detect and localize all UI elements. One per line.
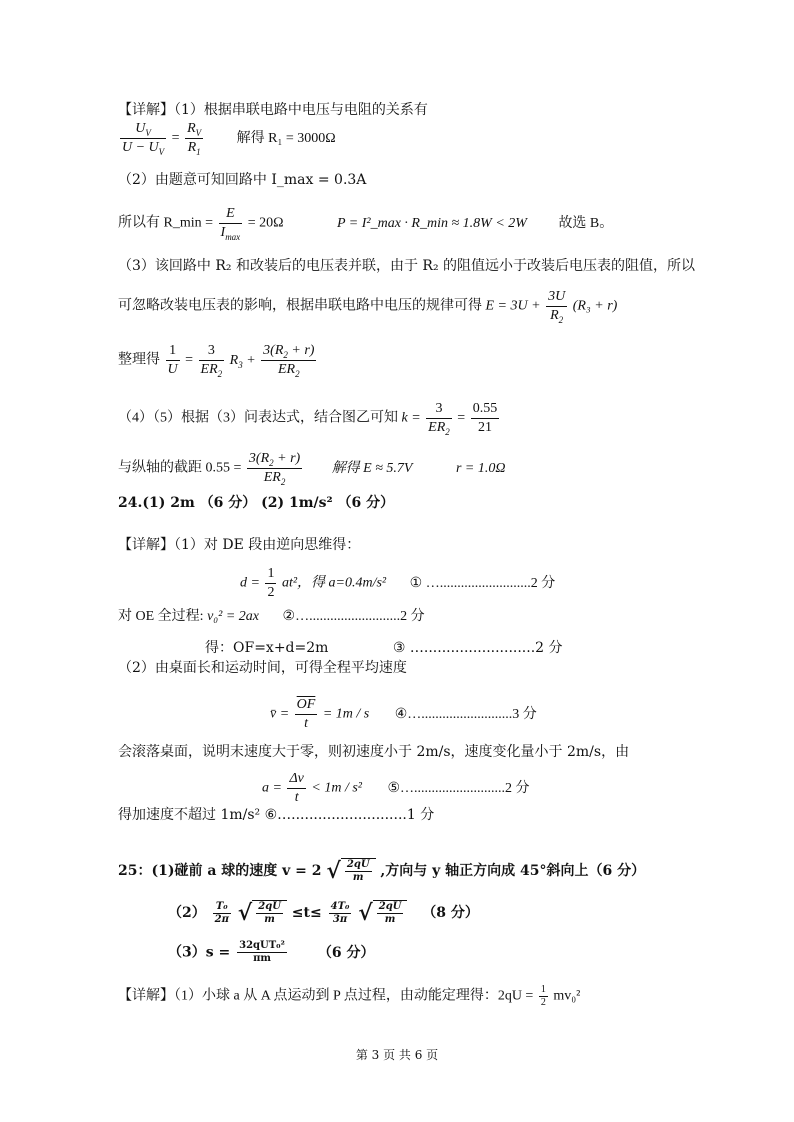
score-2: ②…..........................2 分: [282, 609, 425, 624]
a25-2-ineq: ≤t≤: [291, 905, 322, 921]
step-3-cont: 可忽略改装电压表的影响，根据串联电路中电压的规律可得: [118, 298, 482, 314]
score-1: ① …..........................2 分: [409, 575, 556, 591]
of-eq: 得：OF=x+d=2m: [205, 640, 329, 656]
formula-series-voltage: $\frac{U_V}{U - U_V}$ = $\frac{R_V}{R_1}$ 解得 R₁ = 3000Ω: [122, 121, 336, 157]
a25-2-label: （2）: [168, 905, 206, 921]
page-footer: 第 3 页 共 6 页: [355, 1048, 439, 1062]
formula-avg-v: [270, 696, 537, 733]
detail-25-text: 【详解】（1）小球 a 从 A 点运动到 P 点过程，由动能定理得：2qU =: [118, 988, 534, 1004]
detail-24-intro: 【详解】（1）对 DE 段由逆向思维得：: [118, 537, 361, 553]
formula-slope-k: （4）（5）根据（3）问表达式，结合图乙可知 k = $\frac{3}{ER_2}$ = $\frac{0.55}{21}$: [118, 401, 498, 437]
choice-b: 故选 B。: [558, 215, 614, 231]
e-solution: 解得 E ≈ 5.7V: [331, 460, 413, 476]
step-2-current: （2）由题意可知回路中 I_max = 0.3A: [118, 172, 367, 188]
vbar-rhs: = 1m / s: [322, 706, 370, 722]
power-expression: P = I²_max · R_min ≈ 1.8W < 2W: [337, 215, 527, 231]
of-num: $\overline{OF}$: [295, 696, 318, 715]
detail-intro-23: 【详解】（1）根据串联电路中电压与电阻的关系有: [118, 102, 428, 118]
a-rhs: < 1m / s²: [311, 780, 362, 796]
dv-num: Δv: [287, 770, 305, 789]
s-num: 32qUT₀²: [239, 940, 285, 951]
formula-reciprocal-u: 整理得 $\frac{1}{U}$ = $\frac{3}{ER_2}$ $R_3$ + $\frac{3(R_2 + r)}{ER_2}$: [118, 343, 315, 379]
answer-25-3: [168, 940, 374, 965]
d-rhs: at²，得 a=0.4m/s²: [281, 575, 387, 591]
v0-eq: v₀² = 2ax: [207, 609, 260, 624]
r-solution: r = 1.0Ω: [455, 460, 506, 476]
a25-3-score: （6 分）: [317, 944, 375, 961]
t-den-2: t: [294, 790, 299, 805]
formula-e-expression: 可忽略改装电压表的影响，根据串联电路中电压的规律可得 E = 3U + $\frac{3U}{R_2}$ (R₃ + r): [118, 289, 618, 325]
solution-r1: 解得 R₁ = 3000Ω: [236, 130, 336, 146]
detail-25: 【详解】（1）小球 a 从 A 点运动到 P 点过程，由动能定理得：2qU = $\frac{1}{2}$ mv₀²: [118, 984, 581, 1008]
slope-intro: （4）（5）根据（3）问表达式，结合图乙可知: [118, 410, 398, 426]
vbar-lhs: v̄ =: [270, 706, 290, 722]
formula-intercept: 与纵轴的截距 0.55 = $\frac{3(R_2 + r)}{ER_2}$ 解得 E ≈ 5.7V r = 1.0Ω: [118, 451, 506, 487]
t-den: t: [304, 716, 308, 731]
formula-rmin-power: 所以有 R_min = E $I_{max}$ = 20Ω P = I²_max · R_min ≈ 1.8W < 2W 故选 B。: [118, 206, 614, 242]
answer-24: 24.(1) 2m （6 分） (2) 1m/s² （6 分）: [118, 495, 395, 511]
a25-2-score: （8 分）: [422, 905, 479, 921]
formula-v0: [118, 607, 425, 627]
e-rhs: (R₃ + r): [572, 298, 618, 314]
intercept-label: 与纵轴的截距 0.55 =: [118, 460, 242, 476]
a25-1-direction: ,方向与 y 轴正方向成 45°斜向上（6 分）: [380, 863, 646, 879]
answer-25-1: 25：(1)碰前 a 球的速度 v = 2 √ $\frac{2qU}{m}$ ,方向与 y 轴正方向成 45°斜向上（6 分）: [118, 858, 646, 884]
a-lhs: a =: [262, 780, 282, 796]
rolling-text: 会滚落桌面，说明末速度大于零，则初速度小于 2m/s，速度变化量小于 2m/s，由: [118, 744, 630, 760]
e-lhs: E = 3U +: [485, 298, 541, 314]
oe-label: 对 OE 全过程:: [118, 609, 204, 624]
detail-25-mv: mv₀²: [553, 988, 581, 1004]
step-3-text: （3）该回路中 R₂ 和改装后的电压表并联，由于 R₂ 的阻值远小于改装后电压表的阻值，所以: [118, 258, 696, 274]
a25-1-lhs: 25：(1)碰前 a 球的速度 v = 2: [118, 863, 322, 879]
formula-d-at2: d = $\frac{1}{2}$ at²，得 a=0.4m/s² ① …..........................2 分: [240, 566, 556, 600]
rmin-value: = 20Ω: [247, 215, 284, 231]
of-result: [205, 638, 563, 658]
k-label: k =: [401, 410, 421, 426]
rearranged-label: 整理得: [118, 352, 160, 368]
formula-a-bound: [262, 770, 530, 807]
score-3: ③ ….........................2 分: [392, 640, 563, 656]
accel-conclusion: 得加速度不超过 1m/s² ⑥…..........................1 分: [118, 807, 435, 823]
score-5: ⑤…..........................2 分: [387, 780, 530, 796]
score-4: ④…..........................3 分: [394, 706, 537, 722]
s-den: πm: [253, 953, 271, 964]
d-lhs: d =: [240, 575, 260, 591]
step-2-avg-speed: （2）由桌面长和运动时间，可得全程平均速度: [118, 660, 407, 676]
answer-25-2: （2） $\frac{\text{T₀}}{2\pi}$ √ $\frac{2qU}{m}$ ≤t≤ $\frac{\text{4T₀}}{3\pi}$ √ $\frac{2qU}{m}$ （8 分）: [168, 900, 479, 926]
rmin-label: 所以有 R_min =: [118, 215, 214, 231]
a25-3-lhs: （3）s =: [168, 944, 231, 961]
